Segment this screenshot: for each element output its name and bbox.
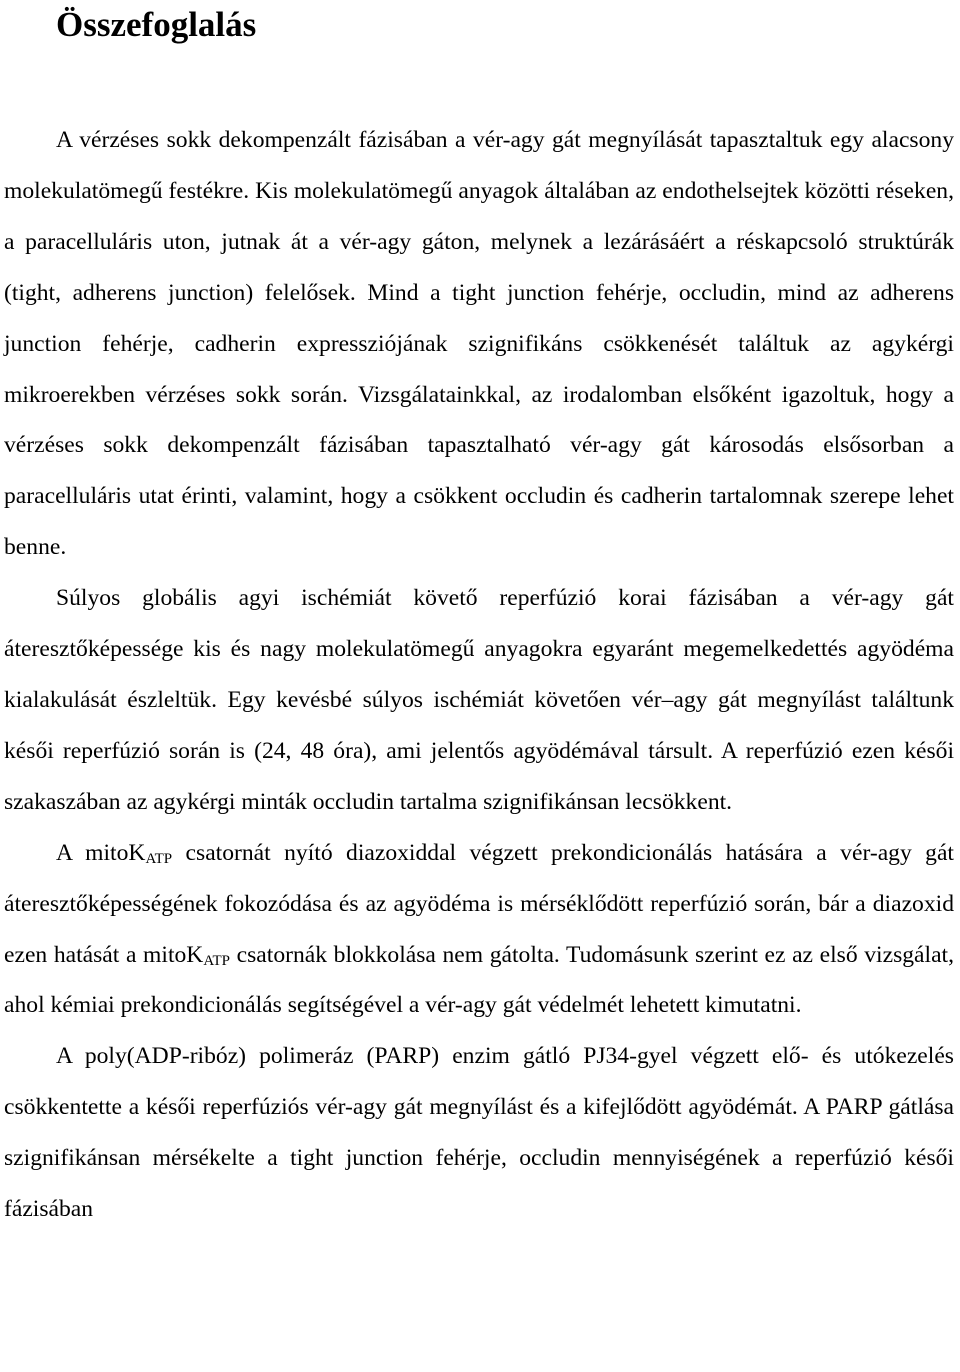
- page-title: Összefoglalás: [56, 5, 257, 44]
- atp-subscript: ATP: [145, 850, 173, 867]
- atp-subscript: ATP: [203, 952, 231, 969]
- paragraph-text: A poly(ADP-ribóz) polimeráz (PARP) enzim gátló PJ34-gyel végzett elő- és utókezelés csökkentette a késői reperfúziós vér-agy gát megnyílást és a kifejlődött agyödémát. A PARP gátlása szignifikánsan mérsékelte a tight junction fehérje, occludin mennyiségének a reperfúzió késői fázisában: [4, 1043, 954, 1223]
- paragraph-text: csatornák blokkolása nem gátolta. Tudomásunk szerint ez az első vizsgálat, ahol kémiai prekondicionálás segítségével a vér-agy gát védelmét lehetett kimutatni.: [4, 941, 955, 1019]
- paragraph-text: csatornát nyító diazoxiddal végzett prekondicionálás hatására a vér-agy gát áteresztőképességének fokozódása és az agyödéma is mérséklődött reperfúzió során, bár a diazoxid ezen hatását a mitoK: [4, 839, 954, 968]
- paragraph-text: A mitoK: [56, 839, 146, 866]
- paragraph-parp-inhibition: [4, 1031, 954, 1235]
- paragraph-hemorrhagic-shock: [4, 115, 954, 573]
- document-body: [4, 115, 954, 1235]
- paragraph-diazoxide-preconditioning: [4, 828, 954, 1032]
- paragraph-text: Súlyos globális agyi ischémiát követő reperfúzió korai fázisában a vér-agy gát áteresztőképessége kis és nagy molekulatömegű anyagokra egyaránt megemelkedettés agyödéma kialakulását észleltük. Egy kevésbé súlyos ischémiát követően vér–agy gát megnyílást találtunk késői reperfúzió során is (24, 48 óra), ami jelentős agyödémával társult. A reperfúzió ezen késői szakaszában az agykérgi minták occludin tartalma szignifikánsan lecsökkent.: [4, 585, 954, 815]
- paragraph-global-ischemia: [4, 573, 954, 828]
- paragraph-text: A vérzéses sokk dekompenzált fázisában a vér-agy gát megnyílását tapasztaltuk egy alacsony molekulatömegű festékre. Kis molekulatömegű anyagok általában az endothelsejtek közötti réseken, a paracelluláris uton, jutnak át a vér-agy gáton, melynek a lezárásáért a réskapcsoló struktúrák (tight, adherens junction) felelősek. Mind a tight junction fehérje, occludin, mind az adherens junction fehérje, cadherin expressziójának szignifikáns csökkenését találtuk az agykérgi mikroerekben vérzéses sokk során. Vizsgálatainkkal, az irodalomban elsőként igazoltuk, hogy a vérzéses sokk dekompenzált fázisában tapasztalható vér-agy gát károsodás elsősorban a paracelluláris utat érinti, valamint, hogy a csökkent occludin és cadherin tartalomnak szerepe lehet benne.: [4, 127, 954, 561]
